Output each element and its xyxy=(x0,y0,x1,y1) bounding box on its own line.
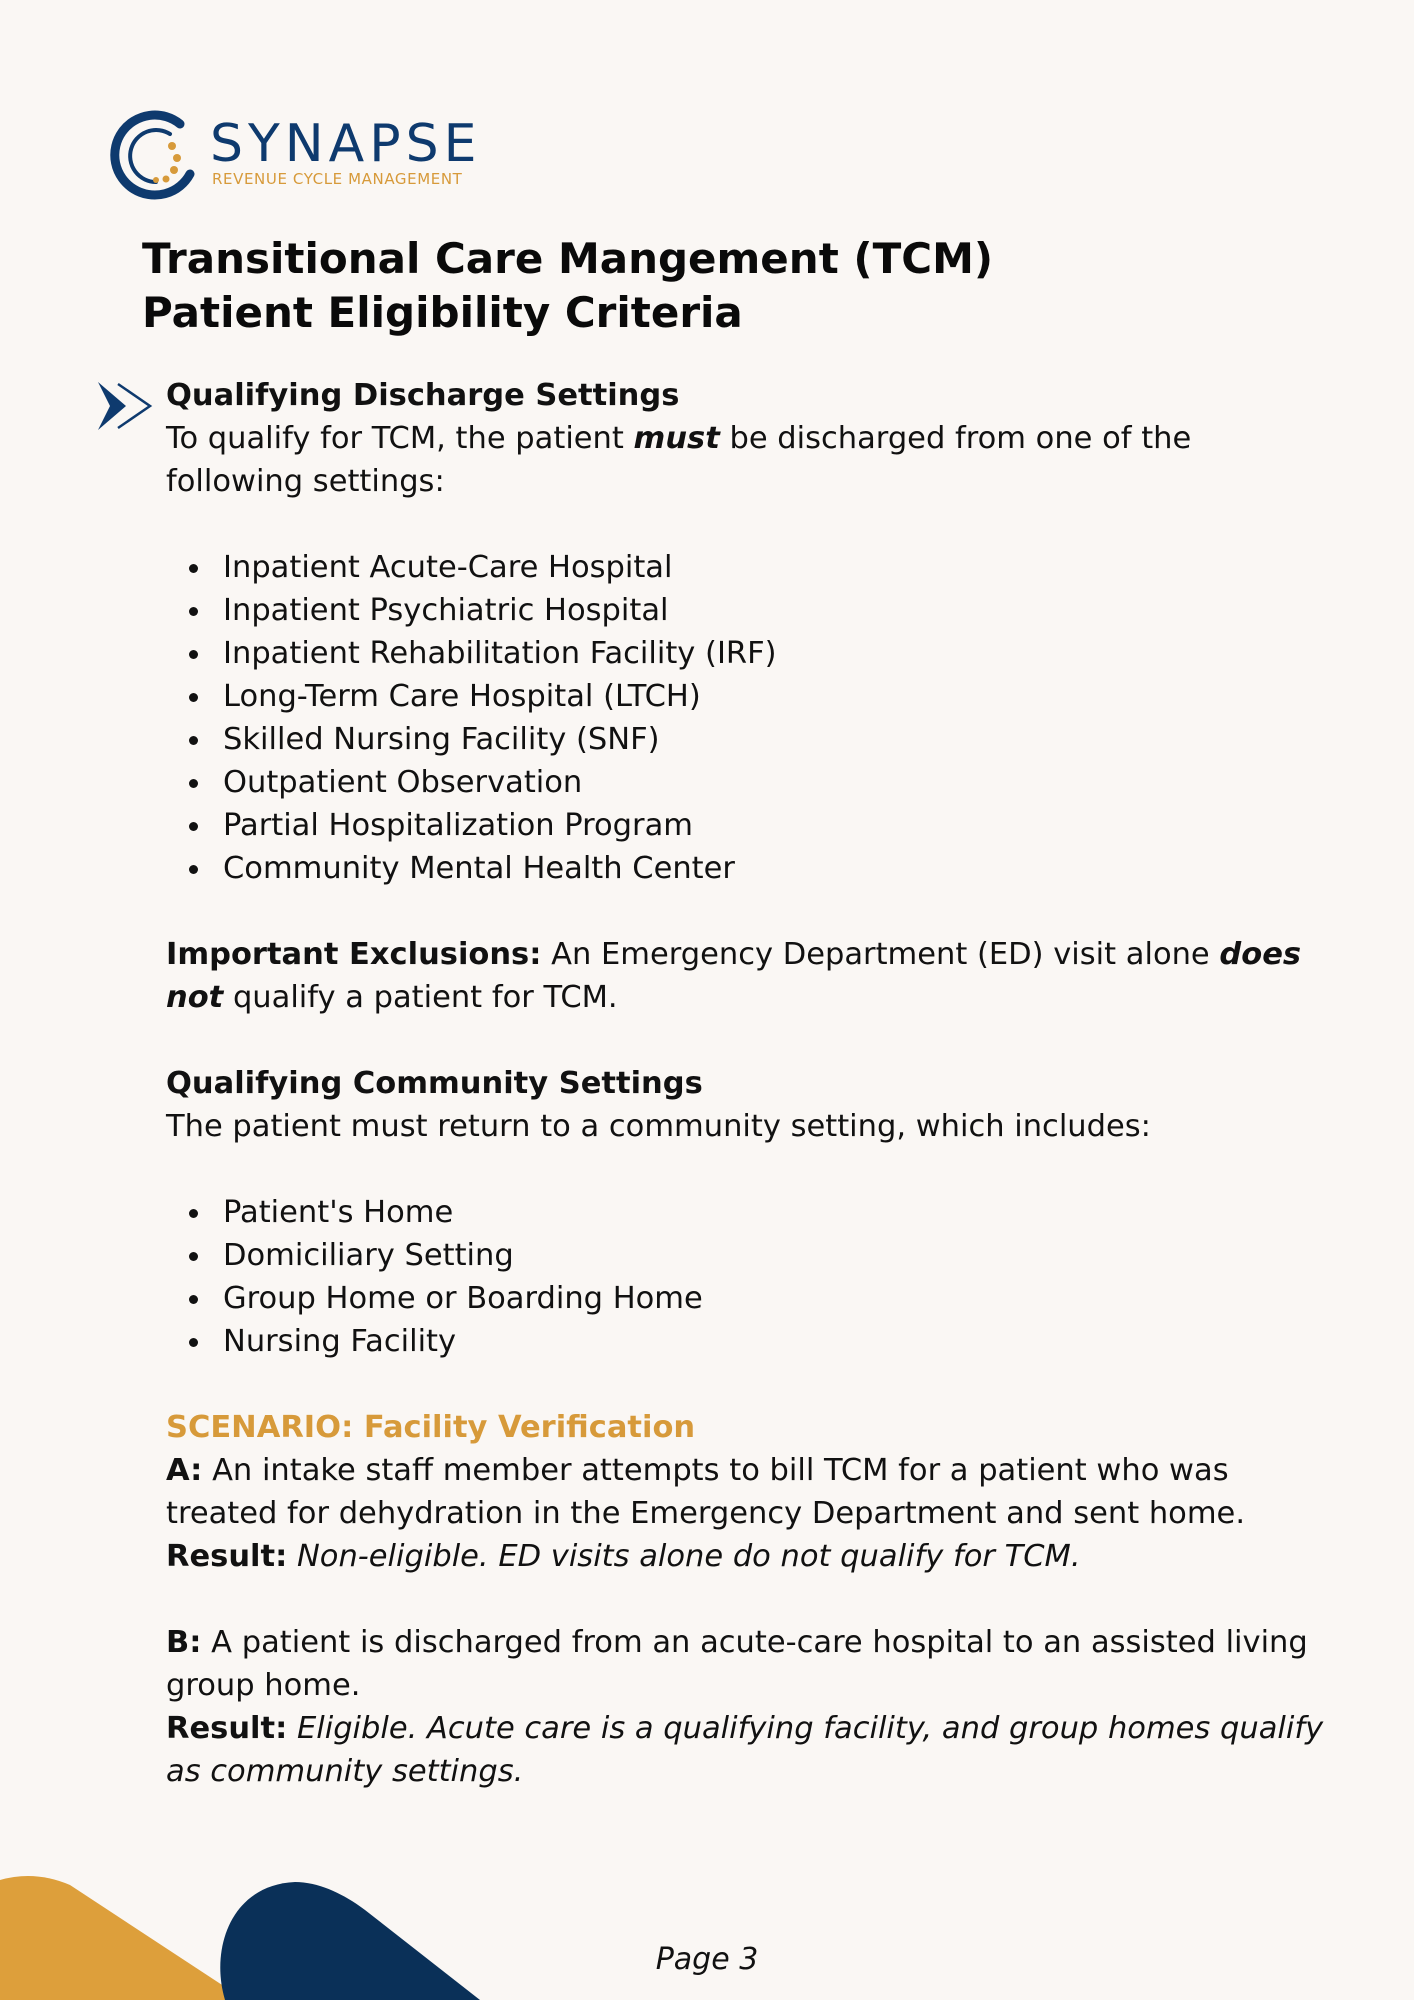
list-item: Group Home or Boarding Home xyxy=(166,1277,1336,1320)
scenario-a-label: A: xyxy=(166,1453,203,1488)
discharge-intro-after: be discharged from one of the following settings: xyxy=(166,421,1192,499)
page-number: Page 3 xyxy=(655,1942,759,1977)
scenario-b-text: A patient is discharged from an acute-care hospital to an assisted living group home. xyxy=(166,1625,1308,1703)
scenario-b-result-text: Eligible. Acute care is a qualifying facility, and group homes qualify as community settings. xyxy=(166,1711,1324,1789)
list-item: Patient's Home xyxy=(166,1191,1336,1234)
scenario-a-text: An intake staff member attempts to bill TCM for a patient who was treated for dehydration in the Emergency Department and sent home. xyxy=(166,1453,1246,1531)
scenario-b-label: B: xyxy=(166,1625,202,1660)
discharge-heading: Qualifying Discharge Settings xyxy=(166,378,680,413)
exclusions-text-after: qualify a patient for TCM. xyxy=(223,980,618,1015)
scenario-a-result-text: Non-eligible. ED visits alone do not qualify for TCM. xyxy=(287,1539,1081,1574)
community-heading: Qualifying Community Settings xyxy=(166,1066,703,1101)
exclusions-label: Important Exclusions: xyxy=(166,937,542,972)
list-item: Skilled Nursing Facility (SNF) xyxy=(166,718,1336,761)
exclusions-emphasis: does not xyxy=(166,937,1302,1015)
list-item: Long-Term Care Hospital (LTCH) xyxy=(166,675,1336,718)
logo-wordmark: SYNAPSE xyxy=(210,114,482,174)
logo-tagline: REVENUE CYCLE MANAGEMENT xyxy=(212,170,463,188)
list-item: Nursing Facility xyxy=(166,1320,1336,1363)
page-title-line-1: Transitional Care Mangement (TCM) xyxy=(142,234,994,283)
scenario-a-result-label: Result: xyxy=(166,1539,288,1574)
discharge-intro-emphasis: must xyxy=(633,421,720,456)
discharge-intro-before: To qualify for TCM, the patient xyxy=(166,421,634,456)
list-item: Inpatient Acute-Care Hospital xyxy=(166,546,1336,589)
gold-corner-shape xyxy=(0,1876,245,2000)
page-title-line-2: Patient Eligibility Criteria xyxy=(142,288,743,337)
list-item: Outpatient Observation xyxy=(166,761,1336,804)
list-item: Inpatient Psychiatric Hospital xyxy=(166,589,1336,632)
list-item: Community Mental Health Center xyxy=(166,847,1336,890)
list-item: Inpatient Rehabilitation Facility (IRF) xyxy=(166,632,1336,675)
list-item: Partial Hospitalization Program xyxy=(166,804,1336,847)
scenario-b-result-label: Result: xyxy=(166,1711,288,1746)
exclusions-text-before: An Emergency Department (ED) visit alone xyxy=(541,937,1220,972)
community-intro: The patient must return to a community setting, which includes: xyxy=(166,1109,1151,1144)
scenario-heading: SCENARIO: Facility Verification xyxy=(166,1410,696,1445)
list-item: Domiciliary Setting xyxy=(166,1234,1336,1277)
